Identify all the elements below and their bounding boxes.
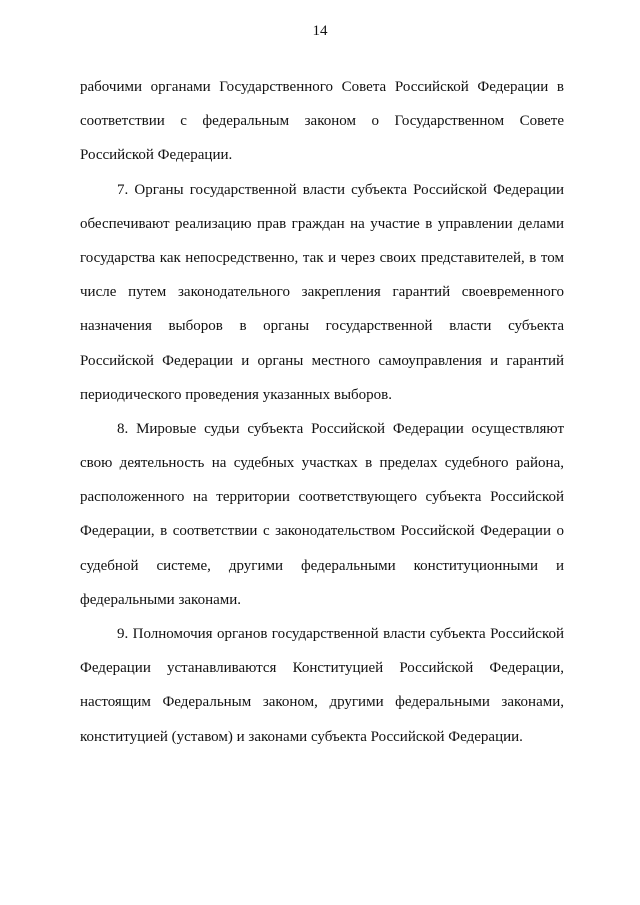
text-line: расположенного на территории соответствующего субъекта Российской bbox=[80, 489, 564, 506]
text-line: Федерации устанавливаются Конституцией Российской Федерации, bbox=[80, 660, 564, 677]
text-line: рабочими органами Государственного Совета Российской Федерации в bbox=[80, 79, 564, 95]
page-number: 14 bbox=[312, 23, 328, 39]
text-line: числе путем законодательного закрепления гарантий своевременного bbox=[80, 284, 564, 301]
text-line: свою деятельность на судебных участках в пределах судебного района, bbox=[80, 455, 564, 472]
paragraph-item-8 bbox=[80, 412, 564, 617]
text-line: соответствии с федеральным законом о Государственном Совете bbox=[80, 113, 564, 130]
text-line: Российской Федерации и органы местного самоуправления и гарантий bbox=[80, 352, 564, 369]
text-line: настоящим Федеральным законом, другими федеральными законами, bbox=[80, 694, 564, 711]
document-body bbox=[80, 70, 564, 754]
text-line: обеспечивают реализацию прав граждан на участие в управлении делами bbox=[80, 215, 564, 232]
text-line: судебной системе, другими федеральными конституционными и bbox=[80, 557, 564, 574]
text-line: 9. Полномочия органов государственной власти субъекта Российской bbox=[117, 626, 564, 642]
text-line: конституцией (уставом) и законами субъекта Российской Федерации. bbox=[80, 728, 523, 745]
text-line: 8. Мировые судьи субъекта Российской Федерации осуществляют bbox=[117, 420, 564, 437]
text-line: Российской Федерации. bbox=[80, 147, 233, 164]
text-line: Федерации, в соответствии с законодательством Российской Федерации о bbox=[80, 523, 564, 540]
paragraph-continuation bbox=[80, 70, 564, 173]
paragraph-item-7 bbox=[80, 173, 564, 412]
text-line: 7. Органы государственной власти субъекта Российской Федерации bbox=[117, 181, 564, 198]
paragraph-item-9 bbox=[80, 617, 564, 754]
text-line: федеральными законами. bbox=[80, 591, 242, 608]
text-line: назначения выборов в органы государственной власти субъекта bbox=[80, 318, 564, 335]
text-line: государства как непосредственно, так и через своих представителей, в том bbox=[80, 249, 564, 266]
text-line: периодического проведения указанных выборов. bbox=[80, 386, 393, 403]
